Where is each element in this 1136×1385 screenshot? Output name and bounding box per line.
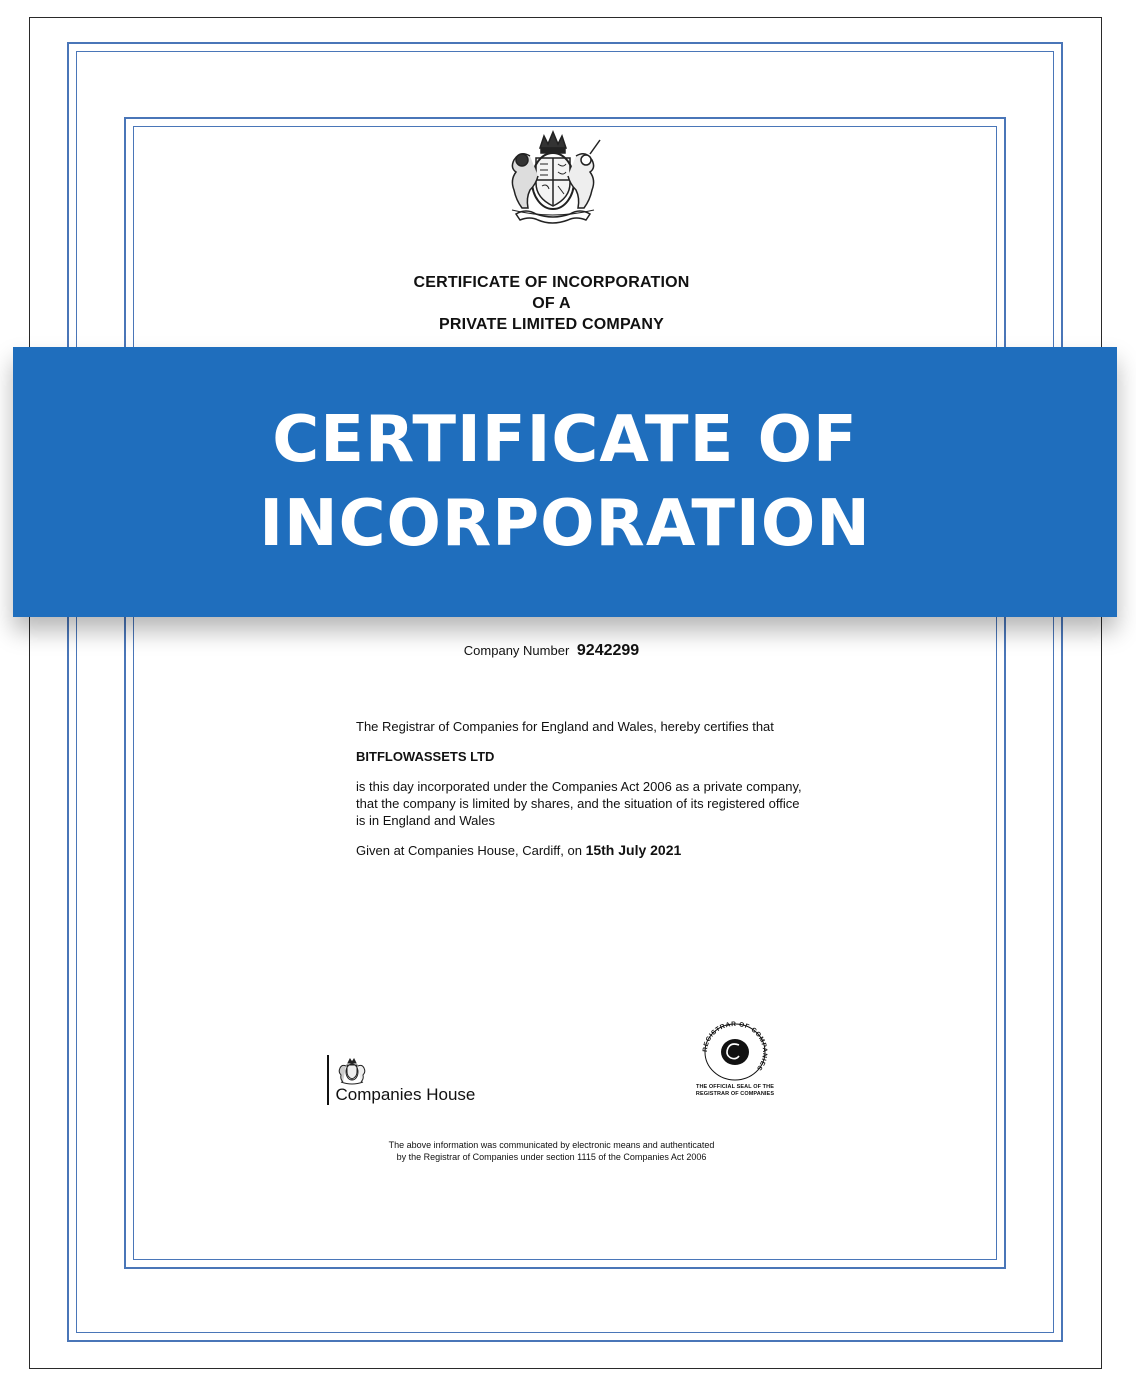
seal-caption-line-1: THE OFFICIAL SEAL OF THE bbox=[696, 1084, 774, 1090]
company-name: BITFLOWASSETS LTD bbox=[356, 749, 495, 764]
royal-crest-icon bbox=[337, 1057, 367, 1085]
title-banner bbox=[13, 347, 1117, 617]
heading-line-3: PRIVATE LIMITED COMPANY bbox=[438, 316, 665, 333]
certification-intro: The Registrar of Companies for England and Wales, hereby certifies that bbox=[356, 719, 774, 734]
company-number-value: 9242299 bbox=[576, 642, 640, 659]
companies-house-name: Companies House bbox=[335, 1085, 476, 1104]
company-number bbox=[300, 642, 803, 660]
given-line bbox=[356, 842, 806, 859]
given-prefix: Given at Companies House, Cardiff, on bbox=[356, 843, 582, 858]
logo-divider bbox=[327, 1055, 329, 1105]
certification-text bbox=[356, 718, 806, 859]
royal-coat-of-arms-icon bbox=[498, 128, 608, 226]
heading-line-2: OF A bbox=[532, 295, 571, 312]
footnote bbox=[300, 1139, 803, 1163]
heading-line-1: CERTIFICATE OF INCORPORATION bbox=[413, 274, 690, 291]
footnote-line-2: by the Registrar of Companies under section 1115 of the Companies Act 2006 bbox=[396, 1152, 707, 1162]
given-date: 15th July 2021 bbox=[585, 842, 682, 858]
company-number-label: Company Number bbox=[463, 643, 570, 658]
seal-ring-text: REGISTRAR OF COMPANIES bbox=[701, 1021, 769, 1072]
footnote-line-1: The above information was communicated by electronic means and authenticated bbox=[388, 1140, 715, 1150]
registrar-seal-icon bbox=[697, 1021, 773, 1083]
companies-house-logo bbox=[327, 1055, 475, 1105]
seal-caption bbox=[680, 1084, 790, 1098]
certificate-heading bbox=[300, 272, 803, 335]
certification-statement: is this day incorporated under the Companies Act 2006 as a private company, that the company is limited by shares, and the situation of its registered office is in England and Wales bbox=[356, 779, 802, 828]
banner-line-2: INCORPORATION bbox=[259, 487, 871, 561]
banner-line-1: CERTIFICATE OF bbox=[272, 403, 858, 477]
seal-caption-line-2: REGISTRAR OF COMPANIES bbox=[695, 1091, 775, 1097]
